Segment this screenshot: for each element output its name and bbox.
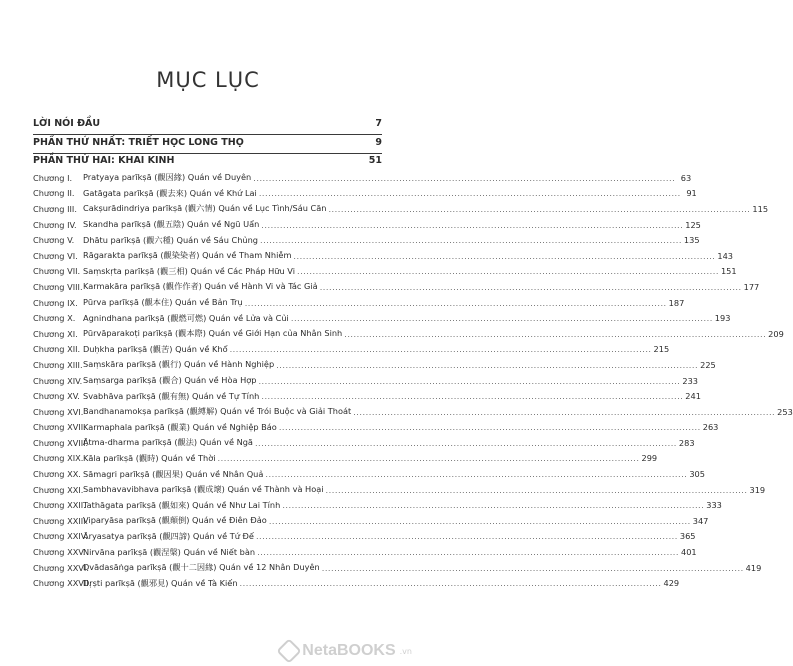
toc-entry[interactable] [33,435,695,451]
toc-section-part-one[interactable] [33,137,382,151]
chapter-label: Chương X. [33,313,76,324]
chapter-label: Chương I. [33,172,73,183]
page-title: MỤC LỤC [156,68,260,92]
chapter-title: Cakṣurādindriya parīkṣā (觀六情) Quán về Lục Tình/Sáu Căn [83,203,327,214]
toc-entry[interactable] [33,357,716,373]
chapter-label: Chương II. [33,188,75,199]
toc-entry[interactable] [33,388,701,404]
chapter-page: 215 [653,344,670,355]
chapter-label: Chương XVII. [33,422,86,433]
dot-leader [265,469,687,479]
dot-leader [344,329,766,339]
chapter-list [33,170,793,591]
toc-entry[interactable] [33,170,692,186]
chapter-label: Chương V. [33,235,75,246]
chapter-label: Chương XVIII. [33,437,89,448]
chapter-label: Chương XXI. [33,484,84,495]
toc-entry[interactable] [33,529,696,545]
dot-leader [245,298,667,308]
toc-entry[interactable] [33,420,719,436]
chapter-label: Chương IV. [33,219,77,230]
chapter-page: 429 [663,578,680,589]
chapter-page: 193 [714,313,731,324]
chapter-page: 347 [692,515,709,526]
chapter-title: Saṃskāra parīkṣā (觀行) Quán về Hành Nghiệp [83,359,275,370]
chapter-label: Chương VIII. [33,281,83,292]
divider [33,153,382,154]
chapter-title: Sāmagri parīkṣā (觀因果) Quán về Nhân Quả [83,468,264,479]
chapter-page: 125 [685,219,701,230]
chapter-label: Chương VII. [33,266,81,277]
dot-leader [259,188,681,198]
chapter-title: Skandha parīkṣā (觀五陰) Quán về Ngũ Uẩn [83,219,260,230]
chapter-label: Chương XVI. [33,406,84,417]
chapter-label: Chương XIV. [33,375,83,386]
toc-entry[interactable] [33,404,793,420]
dot-leader [218,453,640,463]
toc-entry[interactable] [33,310,731,326]
dot-leader [261,391,683,401]
chapter-page: 63 [680,172,692,183]
chapter-page: 365 [679,531,696,542]
divider [33,134,382,135]
chapter-label: Chương XIII. [33,359,83,370]
section-page: 7 [375,118,382,129]
chapter-title: Dṛṣti parīkṣā (觀邪見) Quán về Tà Kiến [83,577,238,588]
toc-entry[interactable] [33,560,762,576]
chapter-label: Chương III. [33,203,77,214]
chapter-label: Chương XI. [33,328,78,339]
chapter-page: 253 [777,406,793,417]
dot-leader [253,173,675,183]
chapter-page: 91 [686,188,697,199]
section-title: PHẦN THỨ NHẤT: TRIẾT HỌC LONG THỌ [33,137,244,148]
chapter-title: Viparyāsa parīkṣā (觀顛倒) Quán về Điên Đảo [83,515,267,526]
chapter-title: Gatāgata parīkṣā (觀去來) Quán về Khứ Lai [83,187,257,198]
toc-entry[interactable] [33,264,737,280]
dot-leader [293,251,715,261]
toc-entry[interactable] [33,248,734,264]
chapter-title: Duḥkha parīkṣā (觀苦) Quán về Khổ [83,343,228,354]
chapter-title: Ātma-dharma parīkṣā (觀法) Quán về Ngã [83,437,253,448]
chapter-page: 299 [641,453,658,464]
section-title: LỜI NÓI ĐẦU [33,118,101,129]
dot-leader [258,376,680,386]
chapter-page: 283 [678,437,695,448]
chapter-title: Sambhavavibhava parīkṣā (觀成壞) Quán về Thành và Hoại [83,484,324,495]
chapter-title: Karmakāra parīkṣā (觀作作者) Quán về Hành Vi và Tác Giả [83,281,318,292]
chapter-page: 135 [683,235,700,246]
chapter-page: 187 [668,297,685,308]
dot-leader [297,266,719,276]
toc-entry[interactable] [33,451,658,467]
dot-leader [282,500,704,510]
chapter-label: Chương VI. [33,250,78,261]
chapter-page: 319 [749,484,766,495]
chapter-title: Dvādasāṅga parīkṣā (觀十二因緣) Quán về 12 Nhân Duyên [83,562,320,573]
chapter-label: Chương XV. [33,391,80,402]
chapter-title: Nirvāna parīkṣā (觀涅槃) Quán về Niết bàn [83,546,256,557]
toc-section-part-two[interactable] [33,155,382,169]
toc-entry[interactable] [33,513,709,529]
toc-entry[interactable] [33,217,701,233]
toc-section-preface[interactable] [33,118,382,132]
dot-leader [328,204,750,214]
toc-entry[interactable] [33,482,766,498]
chapter-page: 401 [681,547,697,558]
dot-leader [353,407,775,417]
chapter-title: Pūrva parīkṣā (觀本住) Quán về Bản Trụ [83,297,243,308]
toc-entry[interactable] [33,373,699,389]
watermark [280,642,412,660]
chapter-title: Bandhanamokṣa parīkṣā (觀縛解) Quán về Trói Buộc và Giải Thoát [83,406,352,417]
dot-leader [261,220,683,230]
chapter-label: Chương IX. [33,297,78,308]
chapter-label: Chương XIX. [33,453,84,464]
toc-entry[interactable] [33,201,769,217]
chapter-page: 143 [717,250,734,261]
toc-entry[interactable] [33,186,697,202]
dot-leader [256,531,678,541]
section-page: 51 [368,155,382,166]
toc-entry[interactable] [33,232,700,248]
chapter-title: Pratyaya parīkṣā (觀因緣) Quán về Duyên [83,172,252,183]
chapter-title: Saṃskṛta parīkṣā (觀三相) Quán về Các Pháp Hữu Vi [83,265,295,276]
chapter-label: Chương XX. [33,469,81,480]
chapter-title: Svabhāva parīkṣā (觀有無) Quán về Tự Tính [83,390,260,401]
chapter-page: 177 [743,281,760,292]
dot-leader [269,516,691,526]
netabooks-logo-icon [277,638,302,663]
chapter-title: Karmaphala parīkṣā (觀業) Quán về Nghiệp Báo [83,421,277,432]
dot-leader [320,282,742,292]
watermark-brand: NetaBOOKS [302,642,396,659]
chapter-label: Chương XXIII. [33,515,89,526]
chapter-page: 233 [682,375,699,386]
dot-leader [276,360,698,370]
dot-leader [230,344,652,354]
watermark-suffix: .vn [399,646,412,656]
section-page: 9 [375,137,382,148]
chapter-title: Āryasatya parīkṣā (觀四諦) Quán về Tứ Đế [83,530,254,541]
dot-leader [240,578,662,588]
chapter-label: Chương XXVII. [33,578,92,589]
chapter-title: Tathāgata parīkṣā (觀如來) Quán về Như Lai Tính [83,499,281,510]
chapter-title: Agnindhana parīkṣā (觀燃可燃) Quán về Lửa và Củi [83,312,289,323]
dot-leader [326,485,748,495]
section-title: PHẦN THỨ HAI: KHAI KINH [33,155,175,166]
chapter-page: 151 [720,266,737,277]
dot-leader [322,563,744,573]
toc-entry[interactable] [33,295,685,311]
chapter-label: Chương XXV. [33,547,86,558]
chapter-title: Pūrvāparakoṭi parīkṣā (觀本際) Quán về Giới Hạn của Nhân Sinh [83,328,343,339]
dot-leader [257,547,679,557]
toc-entry[interactable] [33,342,670,358]
chapter-page: 263 [702,422,719,433]
chapter-title: Rāgarakta parīkṣā (觀染染者) Quán về Tham Nhiễm [83,250,292,261]
dot-leader [279,422,701,432]
chapter-page: 333 [706,500,722,511]
chapter-page: 305 [689,469,705,480]
chapter-page: 225 [700,359,716,370]
dot-leader [255,438,677,448]
toc-entry[interactable] [33,279,760,295]
dot-leader [291,313,713,323]
dot-leader [260,235,682,245]
chapter-title: Saṃsarga parīkṣā (觀合) Quán về Hòa Hợp [83,375,257,386]
chapter-page: 241 [685,391,701,402]
chapter-page: 115 [752,203,769,214]
chapter-title: Kāla parīkṣā (觀時) Quán về Thời [83,452,216,463]
chapter-label: Chương XXIV. [33,531,88,542]
chapter-page: 209 [768,328,784,339]
toc-entry[interactable] [33,466,705,482]
chapter-page: 419 [745,562,762,573]
toc-entry[interactable] [33,497,722,513]
chapter-title: Dhātu parīkṣā (觀六種) Quán về Sáu Chủng [83,234,258,245]
toc-entry[interactable] [33,544,697,560]
toc-entry[interactable] [33,326,784,342]
chapter-label: Chương XXVI. [33,562,89,573]
toc-entry[interactable] [33,575,680,591]
chapter-label: Chương XII. [33,344,81,355]
chapter-label: Chương XXII. [33,500,86,511]
